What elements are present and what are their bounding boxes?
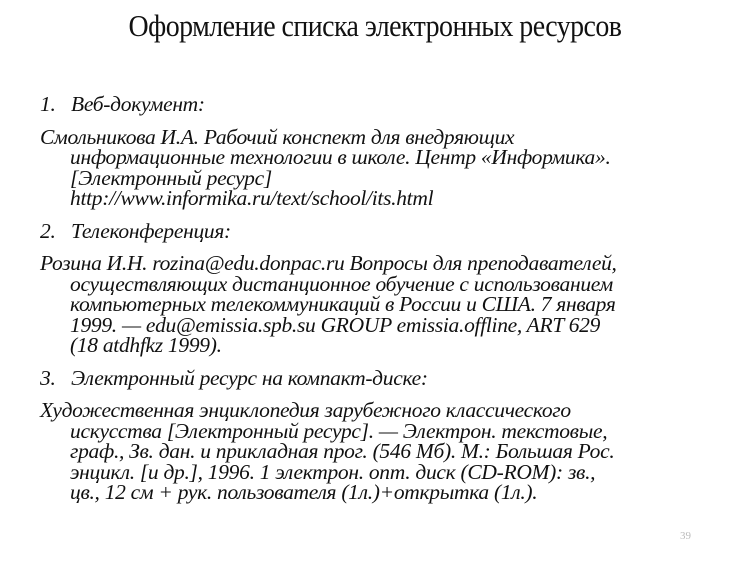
page-number: 39	[680, 530, 691, 542]
reference-web-document	[40, 124, 740, 210]
reference-cd-resource	[40, 400, 740, 503]
section-heading-text: Веб-документ:	[71, 92, 205, 116]
slide-title: Оформление списка электронных ресурсов	[128, 8, 622, 43]
reference-line: [Электронный ресурс]	[70, 165, 272, 190]
section-number: 3.	[40, 365, 56, 390]
reference-line: информационные технологии в школе. Центр «Информика».	[70, 145, 611, 169]
reference-line: Художественная энциклопедия зарубежного классического	[40, 398, 571, 422]
reference-line: Розина И.Н. rozina@edu.donpac.ru Вопросы для преподавателей,	[40, 251, 617, 275]
section-number: 2.	[40, 218, 56, 243]
reference-line: цв., 12 см + рук. пользователя (1л.)+открытка (1л.).	[70, 480, 538, 504]
reference-line: искусства [Электронный ресурс]. — Электрон. текстовые,	[70, 418, 608, 443]
reference-line: (18 atdhfkz 1999).	[70, 333, 222, 357]
section-number: 1.	[40, 92, 56, 116]
reference-teleconference	[40, 253, 740, 356]
reference-line: компьютерных телекоммуникаций в России и США. 7 января	[70, 292, 616, 316]
slide-content	[40, 94, 740, 515]
section-heading-web-document	[40, 94, 740, 115]
section-heading-text: Электронный ресурс на компакт-диске:	[71, 365, 428, 390]
reference-line: граф., Зв. дан. и прикладная прог. (546 Мб). М.: Большая Рос.	[70, 439, 615, 463]
reference-line: энцикл. [и др.], 1996. 1 электрон. опт. диск (CD-ROM): зв.,	[70, 459, 596, 484]
reference-line: Смольникова И.А. Рабочий конспект для внедряющих	[40, 124, 515, 149]
section-heading-text: Телеконференция:	[71, 218, 231, 243]
reference-line: осуществляющих дистанционное обучение с использованием	[70, 271, 613, 296]
reference-url: http://www.informika.ru/text/school/its.html	[70, 186, 434, 210]
section-heading-cd-resource	[40, 365, 740, 390]
reference-line: 1999. — edu@emissia.spb.su GROUP emissia.offline, ART 629	[70, 312, 601, 337]
section-heading-teleconference	[40, 218, 740, 243]
